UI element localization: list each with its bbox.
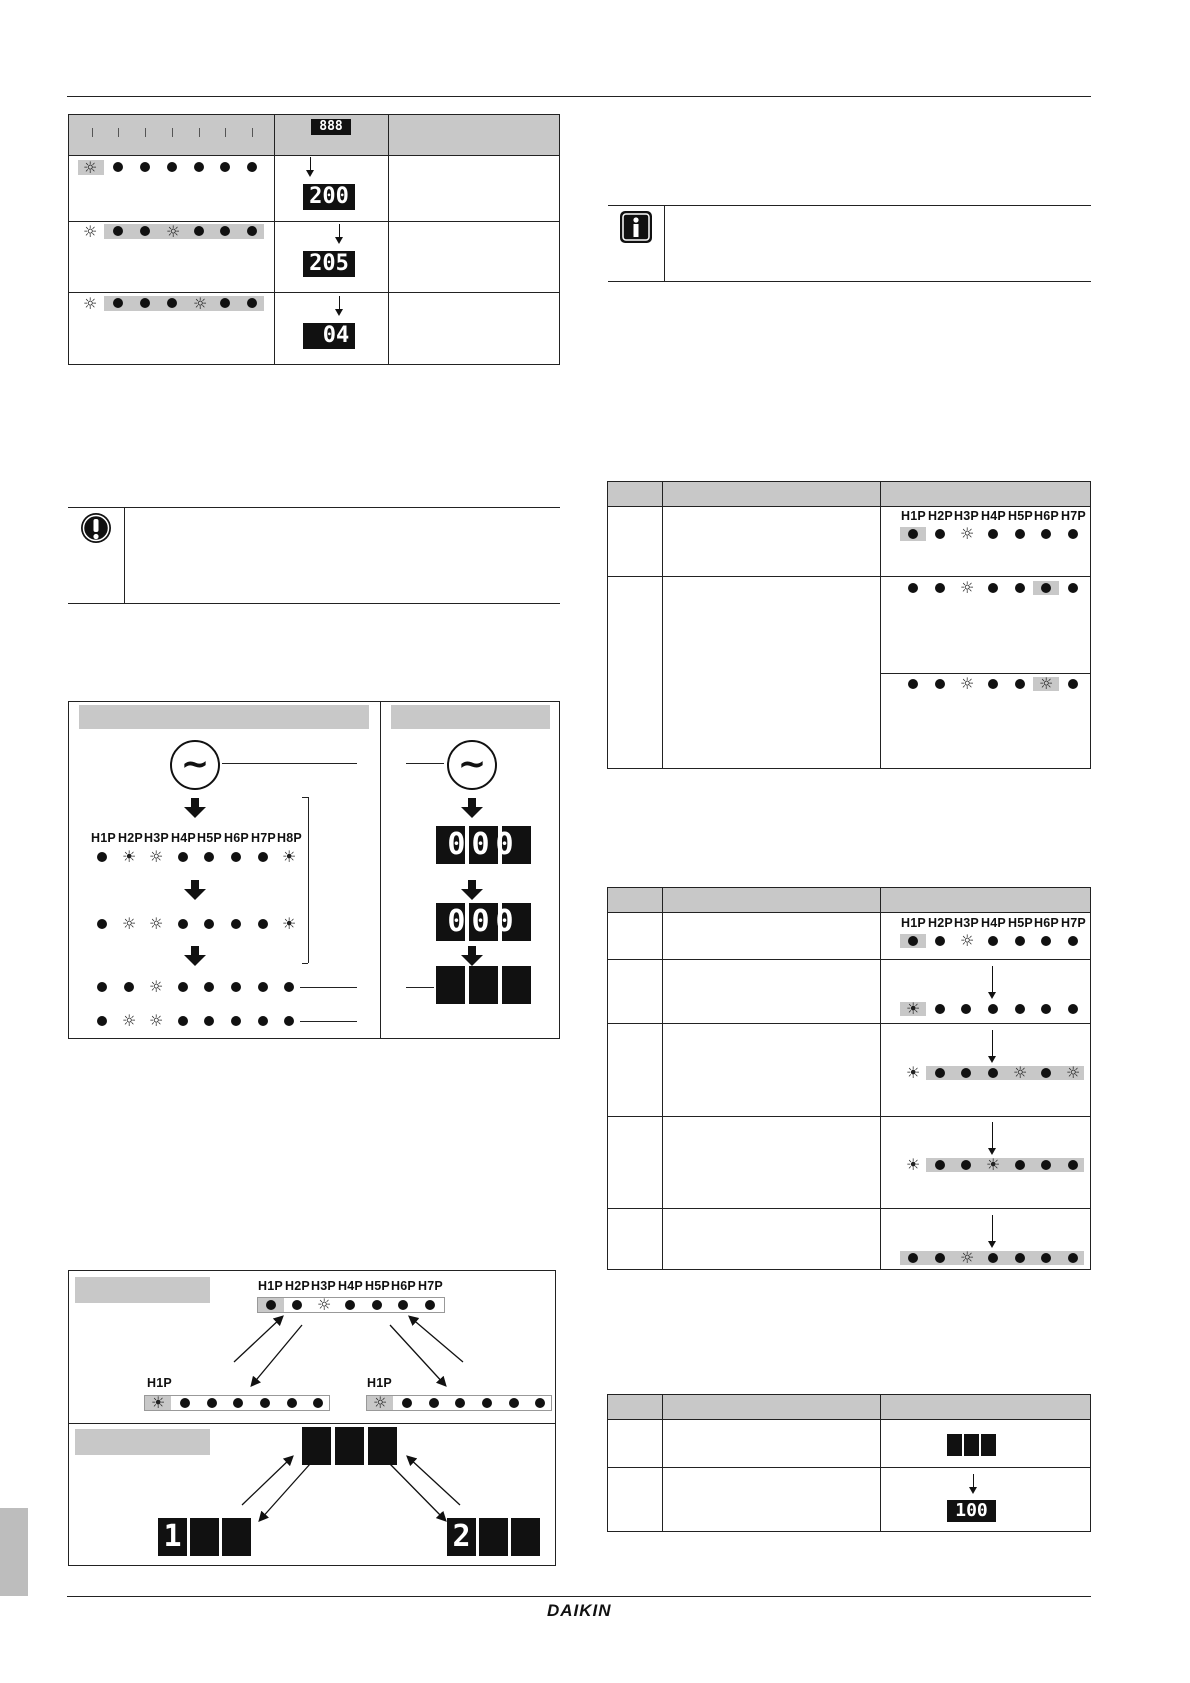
header-display-text: 888 [319, 119, 343, 134]
display-row-1-text: 200 [309, 184, 349, 209]
display-mode-1: 1 [163, 1519, 182, 1554]
exclamation-icon [80, 512, 112, 544]
display-100-text: 100 [955, 1500, 988, 1521]
info-icon [619, 210, 653, 244]
blank-display-small [947, 1434, 962, 1456]
blinking-display: 000 [447, 827, 520, 862]
power-symbol: ~ [170, 740, 220, 790]
steady-display: 000 [447, 904, 520, 939]
display-mode-2: 2 [452, 1519, 471, 1554]
display-row-3-text: 04 [322, 323, 350, 348]
led-dot-icon [113, 162, 123, 172]
daikin-logo: DAIKIN [547, 1601, 612, 1620]
side-tab [0, 1508, 28, 1596]
header-rule [67, 96, 1091, 97]
led-table-a [607, 481, 1091, 769]
sun-led-icon: ☼ [83, 158, 98, 177]
display-row-2-text: 205 [309, 251, 349, 276]
blank-display [436, 966, 465, 1004]
power-symbol-right: ~ [447, 740, 497, 790]
